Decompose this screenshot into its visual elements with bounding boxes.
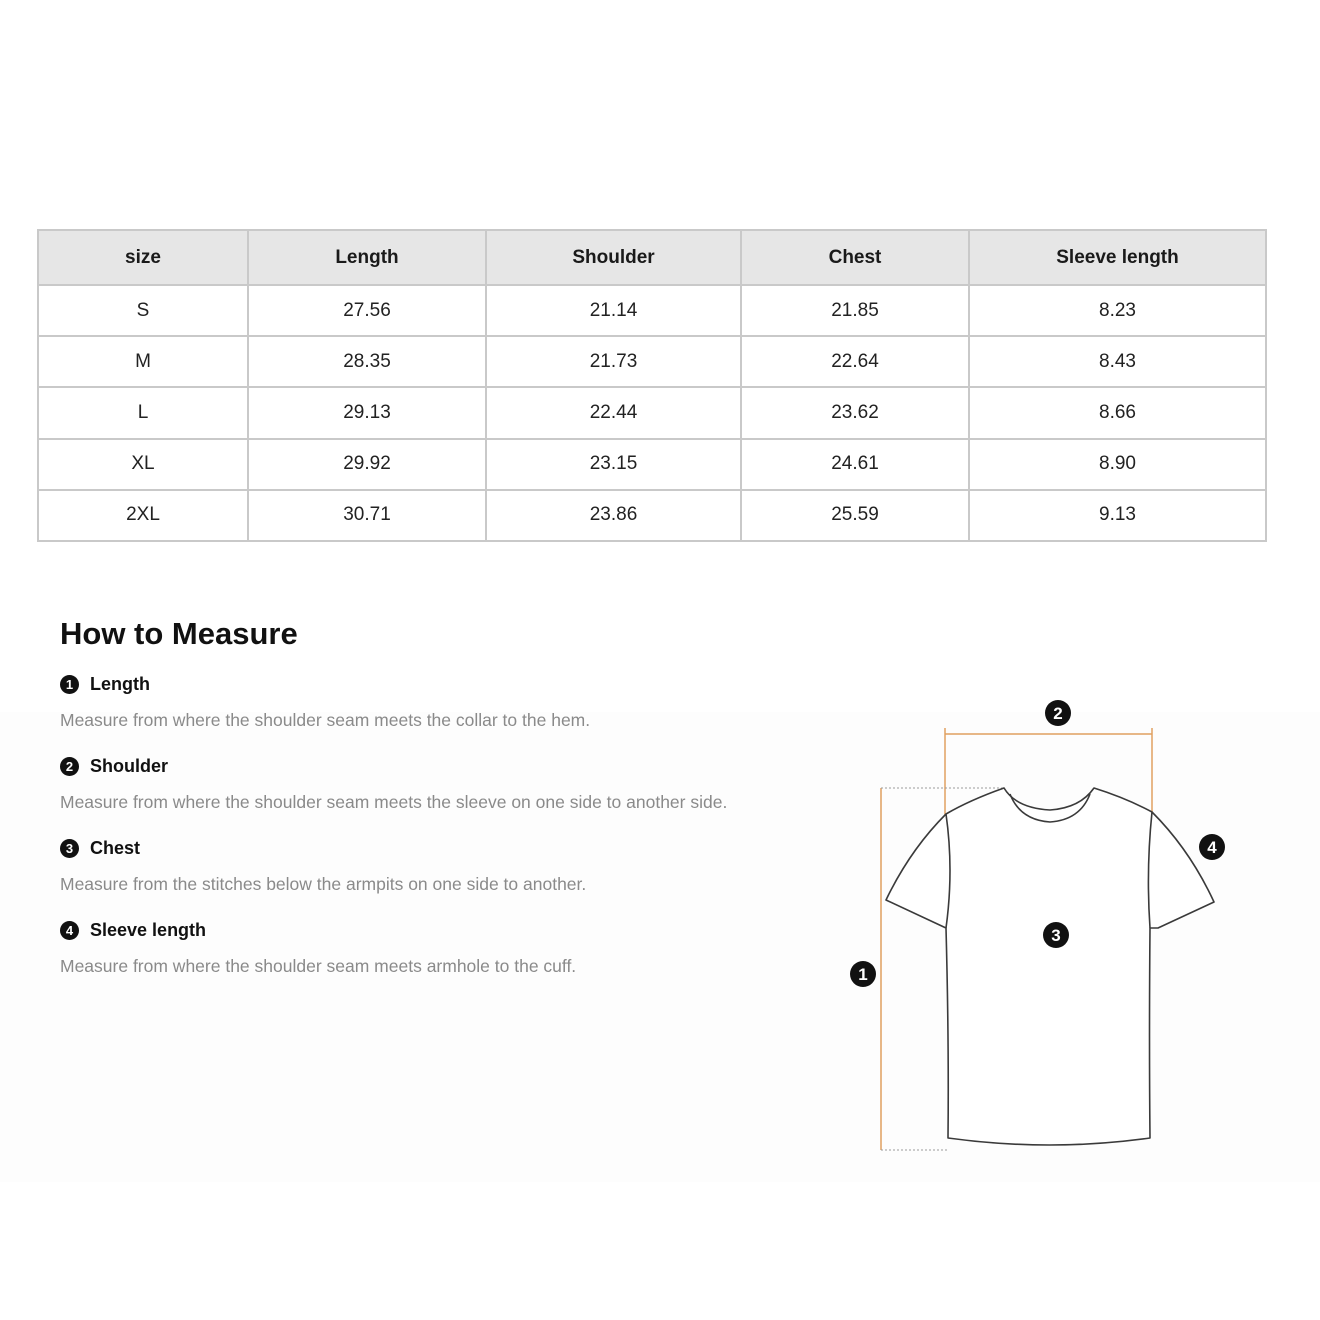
guide-item-description: Measure from the stitches below the armpits on one side to another.: [60, 874, 587, 894]
column-header-chest: Chest: [741, 230, 969, 285]
table-cell: 23.62: [741, 387, 969, 438]
guide-item-label: Sleeve length: [90, 919, 207, 940]
guide-item-chest: [60, 834, 820, 862]
measure-guide: [60, 612, 820, 998]
t-shirt-diagram: [830, 690, 1250, 1170]
column-header-sleeve-length: Sleeve length: [969, 230, 1266, 285]
table-cell: 21.85: [741, 285, 969, 336]
column-header-shoulder: Shoulder: [486, 230, 741, 285]
guide-item-description: Measure from where the shoulder seam meets the collar to the hem.: [60, 710, 591, 730]
column-header-size: size: [38, 230, 248, 285]
table-cell: L: [38, 387, 248, 438]
table-row: [38, 336, 1266, 387]
table-cell: 22.44: [486, 387, 741, 438]
table-cell: 24.61: [741, 439, 969, 490]
marker-3-icon: [1043, 922, 1069, 948]
guide-item-label: Shoulder: [90, 755, 169, 776]
table-header-row: [38, 230, 1266, 285]
table-cell: 30.71: [248, 490, 486, 541]
table-cell: M: [38, 336, 248, 387]
table-cell: 21.73: [486, 336, 741, 387]
table-cell: 8.43: [969, 336, 1266, 387]
t-shirt-outline-icon: [886, 788, 1214, 1145]
table-row: [38, 285, 1266, 336]
guide-item-label: Chest: [90, 837, 141, 858]
table-cell: 23.86: [486, 490, 741, 541]
table-cell: 29.92: [248, 439, 486, 490]
table-cell: 29.13: [248, 387, 486, 438]
table-cell: S: [38, 285, 248, 336]
table-cell: 2XL: [38, 490, 248, 541]
table-cell: 8.90: [969, 439, 1266, 490]
table-cell: 9.13: [969, 490, 1266, 541]
marker-4-label: 4: [1207, 838, 1217, 857]
guide-item-label: Length: [90, 673, 150, 694]
number-2-badge-icon: 2: [60, 757, 79, 776]
number-1-badge-icon: 1: [60, 675, 79, 694]
table-cell: 8.23: [969, 285, 1266, 336]
guide-item-length: [60, 670, 820, 698]
guide-title: How to Measure: [60, 616, 298, 651]
guide-item-description: Measure from where the shoulder seam meets armhole to the cuff.: [60, 956, 577, 976]
guide-item-description: Measure from where the shoulder seam meets the sleeve on one side to another side.: [60, 792, 728, 812]
guide-item-shoulder: [60, 752, 820, 780]
number-3-badge-icon: 3: [60, 839, 79, 858]
marker-1-icon: [850, 961, 876, 987]
marker-4-icon: [1199, 834, 1225, 860]
table-cell: XL: [38, 439, 248, 490]
table-row: [38, 387, 1266, 438]
table-cell: 21.14: [486, 285, 741, 336]
table-cell: 8.66: [969, 387, 1266, 438]
marker-3-label: 3: [1051, 926, 1061, 945]
marker-1-label: 1: [858, 965, 868, 984]
t-shirt-body: [886, 788, 1214, 1145]
number-4-badge-icon: 4: [60, 921, 79, 940]
table-cell: 28.35: [248, 336, 486, 387]
table-cell: 27.56: [248, 285, 486, 336]
table-row: [38, 490, 1266, 541]
column-header-length: Length: [248, 230, 486, 285]
marker-2-label: 2: [1053, 704, 1063, 723]
size-chart-table: [37, 229, 1267, 542]
table-row: [38, 439, 1266, 490]
guide-item-sleeve-length: [60, 916, 820, 944]
marker-2-icon: [1045, 700, 1071, 726]
table-cell: 25.59: [741, 490, 969, 541]
table-cell: 22.64: [741, 336, 969, 387]
table-cell: 23.15: [486, 439, 741, 490]
